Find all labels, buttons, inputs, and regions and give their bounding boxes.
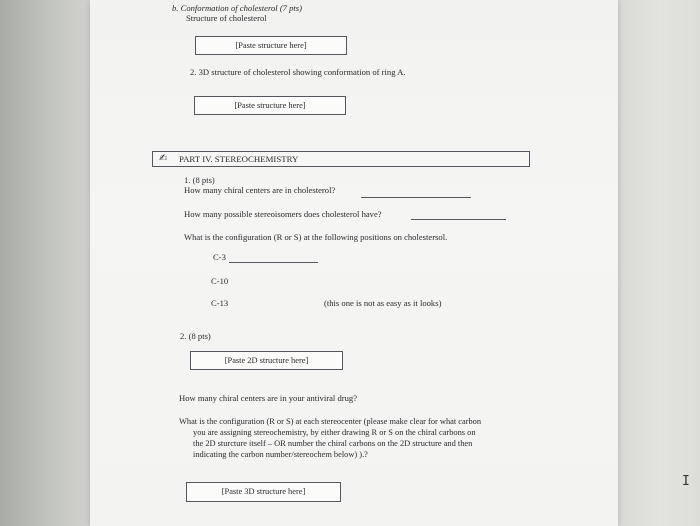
- desk-background-left: [0, 0, 90, 526]
- q1-chiral-answer-line[interactable]: [361, 197, 471, 198]
- paste-3d-structure-box[interactable]: [Paste 3D structure here]: [186, 482, 341, 502]
- q2-chiral-question: How many chiral centers are in your antiviral drug?: [179, 393, 358, 403]
- paste-structure-box-1[interactable]: [Paste structure here]: [195, 36, 347, 55]
- c13-note: (this one is not as easy as it looks): [324, 298, 442, 308]
- c10-label: C-10: [211, 276, 229, 286]
- q2-config-paragraph: [179, 416, 481, 460]
- part-iv-header: [152, 151, 530, 167]
- q2-config-line-1: What is the configuration (R or S) at each stereocenter (please make clear for what carbon: [179, 417, 482, 426]
- paste-structure-box-2[interactable]: [Paste structure here]: [194, 96, 346, 115]
- q2-config-line-4: indicating the carbon number/stereochem below) ).?: [193, 450, 368, 459]
- q1-number: 1. (8 pts): [184, 175, 215, 185]
- part-iv-title: PART IV. STEREOCHEMISTRY: [179, 154, 299, 164]
- q2-config-line-2: you are assigning stereochemistry, by either drawing R or S on the chiral carbons on: [193, 428, 476, 437]
- q1-stereoisomers-question: How many possible stereoisomers does cholesterol have?: [184, 209, 382, 219]
- q2-number: 2. (8 pts): [180, 331, 211, 341]
- c13-label: C-13: [211, 298, 229, 308]
- section-heading: b. Conformation of cholesterol (7 pts): [172, 3, 303, 13]
- text-cursor-icon: I: [682, 474, 690, 489]
- c3-label: C-3: [213, 252, 226, 262]
- q2-config-line-3: the 2D sturcture itself – OR number the chiral carbons on the 2D structure and then: [193, 439, 473, 448]
- q1-config-question: What is the configuration (R or S) at the following positions on cholestersol.: [184, 232, 448, 242]
- desk-background-right: [618, 0, 700, 526]
- q1-stereoisomers-answer-line[interactable]: [411, 219, 506, 220]
- q1-chiral-question: How many chiral centers are in cholesterol?: [184, 185, 336, 195]
- paste-2d-structure-box[interactable]: [Paste 2D structure here]: [190, 351, 343, 370]
- c3-answer-line[interactable]: [229, 262, 318, 263]
- section-subheading: Structure of cholesterol: [186, 13, 267, 23]
- pencil-icon: ✍: [159, 153, 168, 164]
- item-2-text: 2. 3D structure of cholesterol showing conformation of ring A.: [190, 67, 406, 77]
